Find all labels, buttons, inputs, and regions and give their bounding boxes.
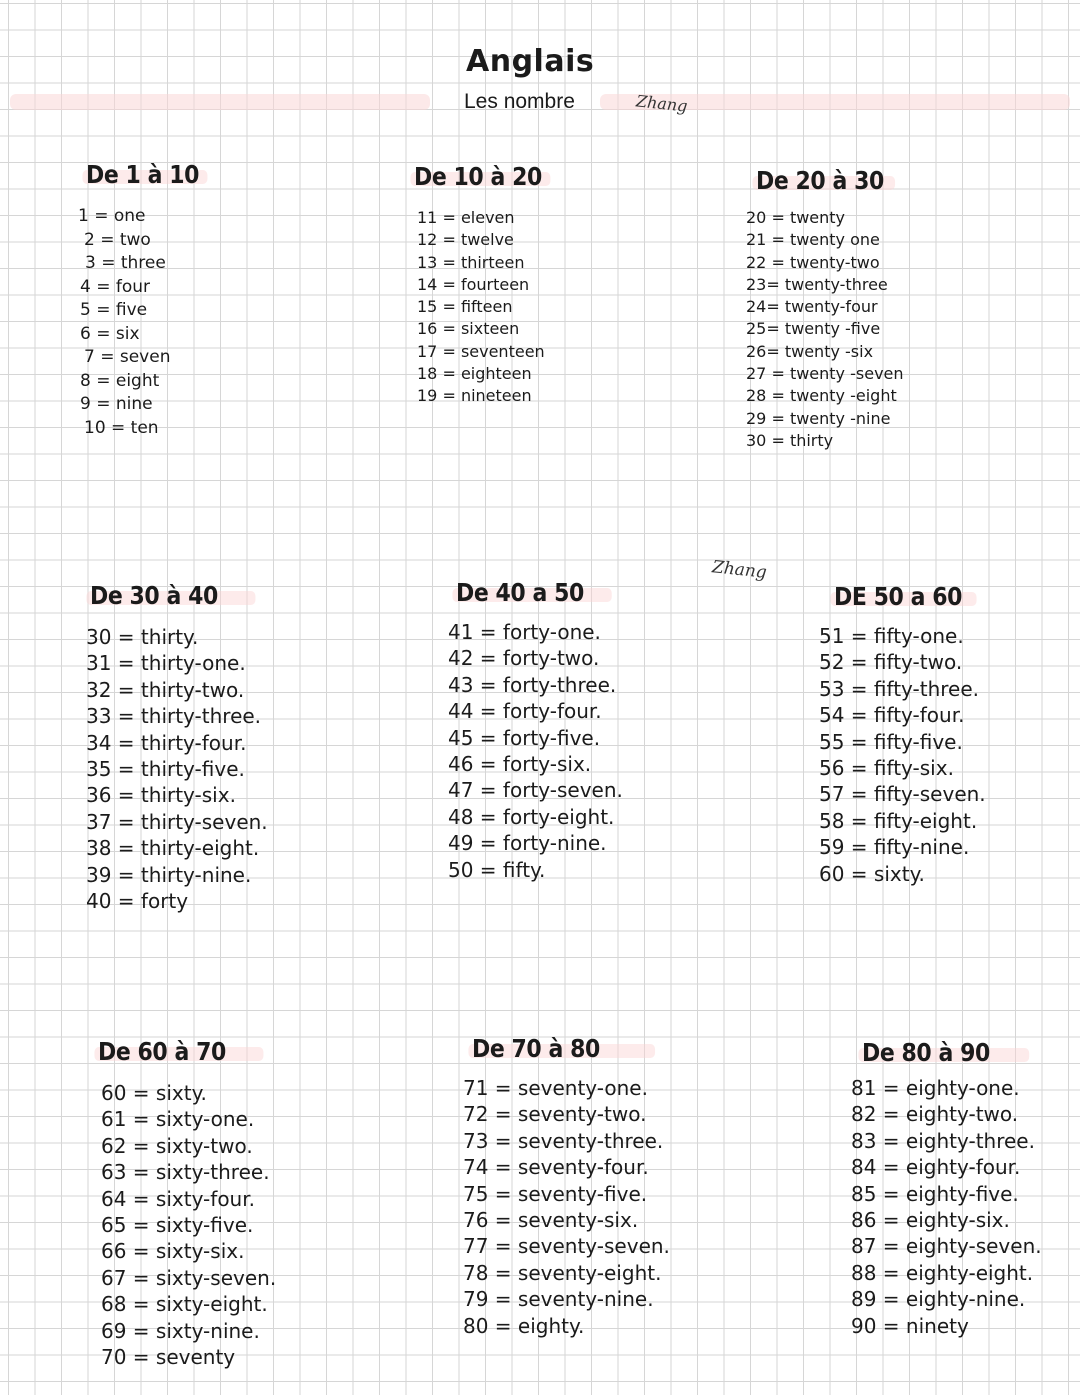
section-heading: De 80 à 90 — [862, 1038, 1020, 1067]
section-10-to-20 — [414, 162, 559, 408]
list-item: 49 = forty-nine. — [448, 831, 607, 856]
list-item: 12 = twelve — [417, 230, 514, 250]
list-item: 35 = thirty-five. — [86, 757, 245, 782]
list-item: 61 = sixty-one. — [101, 1107, 255, 1132]
list-item: 33 = thirty-three. — [86, 704, 262, 729]
list-item: 17 = seventeen — [417, 341, 545, 361]
section-60-to-70 — [98, 1037, 276, 1370]
list-item: 62 = sixty-two. — [101, 1133, 253, 1158]
list-item: 52 = fifty-two. — [819, 650, 963, 675]
list-item: 27 = twenty -seven — [746, 364, 904, 384]
list-item: 22 = twenty-two — [746, 252, 880, 272]
list-item: 32 = thirty-two. — [86, 677, 245, 702]
list-item: 44 = forty-four. — [448, 699, 602, 724]
list-item: 48 = forty-eight. — [448, 804, 615, 829]
number-list — [101, 1080, 276, 1370]
list-item: 21 = twenty one — [746, 230, 880, 250]
section-20-to-30 — [746, 166, 904, 452]
list-item: 10 = ten — [84, 417, 159, 438]
highlight-left-stripe — [10, 94, 430, 110]
list-item: 71 = seventy-one. — [463, 1076, 648, 1100]
list-item: 73 = seventy-three. — [463, 1128, 664, 1153]
list-item: 3 = three — [85, 253, 166, 273]
list-item: 18 = eighteen — [417, 364, 532, 384]
number-list — [746, 207, 904, 452]
list-item: 56 = fifty-six. — [819, 756, 954, 781]
section-heading: De 10 à 20 — [414, 162, 542, 191]
signature-top: Zhang — [635, 91, 689, 116]
list-item: 87 = eighty-seven. — [851, 1234, 1042, 1259]
list-item: 14 = fourteen — [417, 274, 530, 294]
section-70-to-80 — [463, 1034, 670, 1339]
list-item: 41 = forty-one. — [448, 620, 601, 644]
section-heading: De 40 a 50 — [456, 578, 603, 607]
list-item: 29 = twenty -nine — [746, 408, 891, 428]
section-heading: De 60 à 70 — [98, 1037, 255, 1066]
list-item: 85 = eighty-five. — [851, 1181, 1019, 1206]
list-item: 55 = fifty-five. — [819, 729, 963, 754]
list-item: 69 = sixty-nine. — [101, 1318, 260, 1343]
list-item: 16 = sixteen — [417, 319, 520, 339]
list-item: 11 = eleven — [417, 208, 515, 227]
list-item: 2 = two — [84, 229, 151, 250]
list-item: 42 = forty-two. — [448, 646, 600, 671]
number-list — [463, 1075, 670, 1339]
list-item: 26= twenty -six — [746, 341, 874, 361]
list-item: 50 = fifty. — [448, 857, 546, 882]
list-item: 76 = seventy-six. — [463, 1208, 639, 1233]
section-heading: De 30 à 40 — [90, 581, 246, 610]
section-40-to-50 — [448, 578, 623, 883]
page-title: Anglais — [466, 44, 595, 79]
list-item: 15 = fifteen — [417, 297, 513, 317]
list-item: 70 = seventy — [101, 1345, 236, 1370]
list-item: 5 = five — [80, 300, 148, 320]
list-item: 47 = forty-seven. — [448, 778, 623, 803]
section-1-to-10 — [78, 160, 214, 440]
list-item: 83 = eighty-three. — [851, 1128, 1035, 1153]
list-item: 81 = eighty-one. — [851, 1076, 1020, 1100]
list-item: 46 = forty-six. — [448, 752, 592, 777]
list-item: 64 = sixty-four. — [101, 1186, 255, 1211]
list-item: 37 = thirty-seven. — [86, 809, 268, 834]
list-item: 68 = sixty-eight. — [101, 1292, 268, 1317]
list-item: 77 = seventy-seven. — [463, 1234, 670, 1259]
list-item: 43 = forty-three. — [448, 672, 617, 697]
list-item: 72 = seventy-two. — [463, 1102, 647, 1127]
page-subtitle: Les nombre — [464, 90, 575, 113]
list-item: 63 = sixty-three. — [101, 1160, 270, 1185]
list-item: 24= twenty-four — [746, 297, 878, 317]
list-item: 25= twenty -five — [746, 319, 881, 339]
list-item: 19 = nineteen — [417, 386, 532, 406]
list-item: 80 = eighty. — [463, 1313, 585, 1338]
list-item: 4 = four — [80, 276, 151, 297]
list-item: 31 = thirty-one. — [86, 651, 246, 676]
list-item: 40 = forty — [86, 889, 189, 914]
list-item: 45 = forty-five. — [448, 725, 601, 750]
list-item: 88 = eighty-eight. — [851, 1260, 1034, 1285]
list-item: 60 = sixty. — [819, 861, 925, 886]
list-item: 57 = fifty-seven. — [819, 782, 986, 807]
list-item: 54 = fifty-four. — [819, 703, 965, 728]
section-heading: DE 50 a 60 — [834, 582, 967, 611]
list-item: 30 = thirty — [746, 430, 834, 450]
section-30-to-40 — [86, 581, 268, 914]
list-item: 20 = twenty — [746, 208, 846, 227]
list-item: 79 = seventy-nine. — [463, 1287, 654, 1312]
list-item: 59 = fifty-nine. — [819, 835, 970, 860]
list-item: 39 = thirty-nine. — [86, 862, 252, 887]
list-item: 84 = eighty-four. — [851, 1155, 1021, 1180]
list-item: 67 = sixty-seven. — [101, 1265, 277, 1290]
list-item: 34 = thirty-four. — [86, 730, 247, 755]
number-list — [78, 205, 214, 440]
number-list — [851, 1075, 1042, 1339]
signature-middle: Zhang — [711, 557, 768, 583]
section-heading: De 20 à 30 — [756, 166, 884, 195]
number-list — [819, 623, 986, 887]
list-item: 9 = nine — [80, 394, 153, 414]
list-item: 1 = one — [78, 206, 146, 226]
section-50-to-60 — [819, 582, 986, 887]
list-item: 78 = seventy-eight. — [463, 1260, 662, 1285]
list-item: 74 = seventy-four. — [463, 1155, 649, 1180]
number-list — [86, 624, 268, 914]
list-item: 66 = sixty-six. — [101, 1239, 245, 1264]
number-list — [448, 619, 623, 883]
section-heading: De 70 à 80 — [472, 1034, 646, 1063]
list-item: 58 = fifty-eight. — [819, 808, 978, 833]
list-item: 30 = thirty. — [86, 625, 199, 649]
list-item: 82 = eighty-two. — [851, 1102, 1019, 1127]
list-item: 28 = twenty -eight — [746, 386, 897, 406]
list-item: 38 = thirty-eight. — [86, 836, 260, 861]
list-item: 65 = sixty-five. — [101, 1213, 254, 1238]
list-item: 53 = fifty-three. — [819, 676, 980, 701]
section-80-to-90 — [851, 1038, 1042, 1339]
list-item: 89 = eighty-nine. — [851, 1287, 1026, 1312]
list-item: 7 = seven — [84, 347, 171, 367]
list-item: 51 = fifty-one. — [819, 624, 964, 648]
list-item: 86 = eighty-six. — [851, 1208, 1010, 1233]
number-list — [417, 207, 559, 408]
list-item: 23= twenty-three — [746, 274, 888, 294]
list-item: 13 = thirteen — [417, 252, 525, 272]
list-item: 36 = thirty-six. — [86, 783, 236, 808]
list-item: 60 = sixty. — [101, 1081, 207, 1105]
list-item: 6 = six — [80, 323, 140, 344]
list-item: 75 = seventy-five. — [463, 1181, 648, 1206]
list-item: 8 = eight — [80, 370, 160, 391]
section-heading: De 1 à 10 — [86, 160, 199, 189]
list-item: 90 = ninety — [851, 1313, 969, 1338]
